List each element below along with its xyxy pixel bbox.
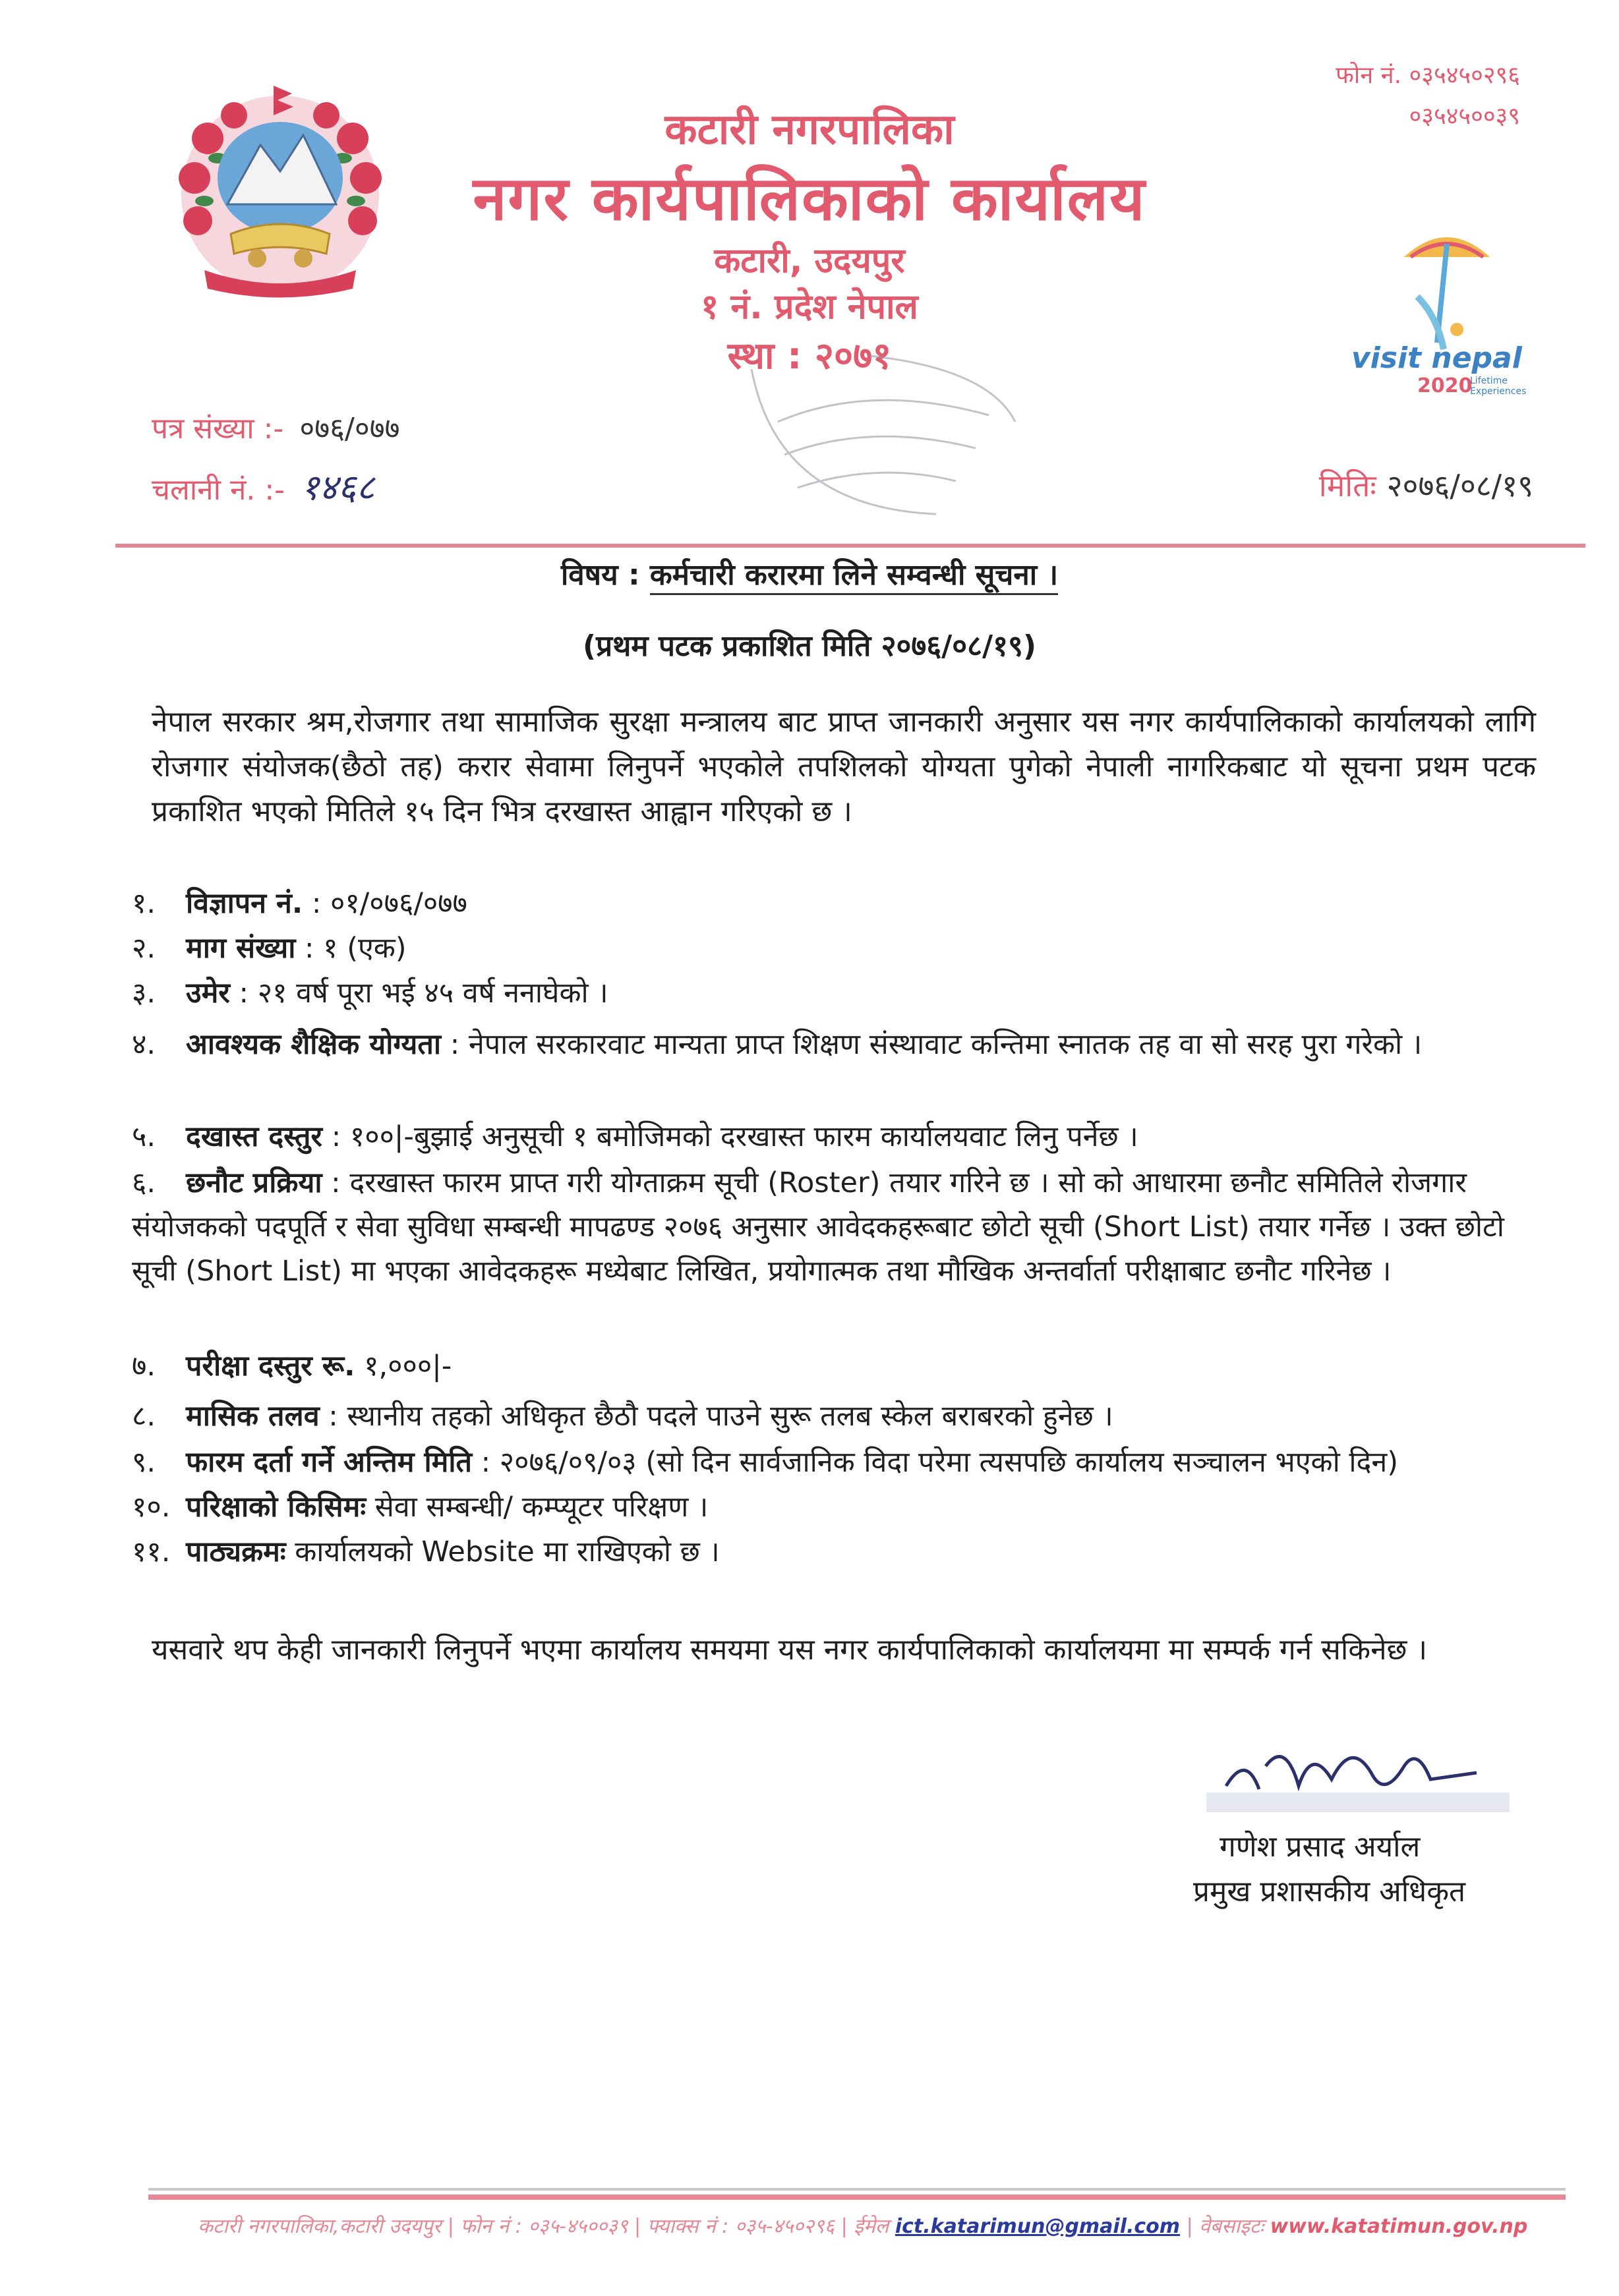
visit-nepal-year: 2020 <box>1417 374 1473 397</box>
office-address: कटारी, उदयपुर <box>714 241 905 281</box>
footer-phone: फोन नं : ०३५-४५००३९ <box>460 2215 628 2238</box>
item-text: : नेपाल सरकारवाट मान्यता प्राप्त शिक्षण संस्थावाट कन्तिमा स्नातक तह वा सो सरह पुरा गरेको । <box>450 1028 1423 1061</box>
item-number: ५. <box>132 1120 156 1153</box>
item-text: : स्थानीय तहको अधिकृत छैठौ पदले पाउने सुरू तलब स्केल बराबरको हुनेछ । <box>328 1400 1113 1433</box>
visit-nepal-tagline: Lifetime Experiences <box>1470 376 1527 397</box>
subject-text: कर्मचारी करारमा लिने सम्वन्धी सूचना । <box>650 558 1058 595</box>
list-item <box>132 1115 1536 1159</box>
intro-paragraph: नेपाल सरकार श्रम,रोजगार तथा सामाजिक सुरक्षा मन्त्रालय बाट प्राप्त जानकारी अनुसार यस नगर कार्यपालिकाको कार्यालयको लागि रोजगार संयोजक(छैठो तह) करार सेवामा लिनुपर्ने भएकोले तपशिलको योग्यता पुगेको नेपाली नागरिकबाट यो सूचना प्रथम पटक प्रकाशित भएको मितिले १५ दिन भित्र दरखास्त आह्वान गरिएको छ । <box>152 705 1536 828</box>
item-number: ७. <box>132 1350 156 1383</box>
item-label: माग संख्या <box>186 932 296 965</box>
item-number: ९. <box>132 1446 156 1479</box>
footer-web-label: वेबसाइटः <box>1199 2215 1264 2238</box>
subject-label: विषय : <box>560 558 640 592</box>
item-label: फारम दर्ता गर्ने अन्तिम मिति <box>186 1446 472 1479</box>
letter-number-value: ०७६/०७७ <box>299 412 400 445</box>
footer-fax: फ्याक्स नं : ०३५-४५०२९६ <box>647 2215 835 2238</box>
footer-email-label: ईमेल <box>854 2215 889 2238</box>
letter-date <box>1319 465 1533 505</box>
item-text: : २०७६/०९/०३ (सो दिन सार्वजानिक विदा परेमा त्यसपछि कार्यालय सञ्चालन भएको दिन) <box>481 1446 1398 1479</box>
letter-number-label: पत्र संख्या :- <box>152 412 284 445</box>
list-item <box>132 882 1536 926</box>
item-label: उमेर <box>186 977 230 1010</box>
phone-number: फोन नं. ०३५४५०२९६ <box>1336 62 1520 89</box>
item-number: ४. <box>132 1028 156 1061</box>
item-text: : दरखास्त फारम प्राप्त गरी योग्ताक्रम सूची (Roster) तयार गरिने छ । सो को आधारमा छनौट समितिले रोजगार संयोजकको पदपूर्ति र सेवा सुविधा सम्बन्धी मापढण्ड २०७६ अनुसार आवेदकहरूबाट छोटो सूची (Short List) तयार गर्नेछ । उक्त छोटो सूची (Short List) मा भएका आवेदकहरू मध्येबाट लिखित, प्रयोगात्मक तथा मौखिक अन्तर्वार्ता परीक्षाबाट छनौट गरिनेछ । <box>132 1166 1504 1288</box>
phone-number-2: ०३५४५००३९ <box>1409 103 1520 130</box>
item-text: : ०१/०७६/०७७ <box>311 887 467 920</box>
footer-divider-top <box>148 2188 1566 2191</box>
closing-paragraph: यसवारे थप केही जानकारी लिनुपर्ने भएमा कार्यालय समयमा यस नगर कार्यपालिकाको कार्यालयमा मा सम्पर्क गर्न सकिनेछ । <box>152 1633 1428 1667</box>
header-divider <box>115 544 1585 548</box>
item-text: : २१ वर्ष पूरा भई ४५ वर्ष ननाघेको । <box>239 977 608 1010</box>
item-number: १. <box>132 887 156 920</box>
item-label: आवश्यक शैक्षिक योग्यता <box>186 1028 442 1061</box>
letter-number <box>152 407 399 447</box>
signatory-name: गणेश प्रसाद अर्याल <box>1220 1830 1421 1864</box>
signatory-title: प्रमुख प्रशासकीय अधिकृत <box>1193 1875 1466 1909</box>
published-date: (प्रथम पटक प्रकाशित मिति २०७६/०८/१९) <box>583 629 1036 663</box>
item-label: विज्ञापन नं. <box>186 887 303 920</box>
item-number: ११. <box>132 1535 171 1568</box>
list-item <box>132 1441 1536 1485</box>
date-label: मितिः <box>1318 468 1376 503</box>
item-label: पाठ्यक्रमः <box>186 1535 286 1568</box>
footer: कटारी नगरपालिका,कटारी उदयपुर | फोन नं : ०३५-४५००३९ | फ्याक्स नं : ०३५-४५०२९६ | ईमेल ict.katarimun@gmail.com | वेबसाइटः www.katatimun.gov.np <box>198 2215 1528 2238</box>
item-number: ८. <box>132 1400 156 1433</box>
item-text: : १ (एक) <box>305 932 407 965</box>
list-item <box>132 927 1536 971</box>
item-text: कार्यालयको Website मा राखिएको छ । <box>295 1535 720 1568</box>
list-item <box>132 1485 1536 1530</box>
visit-nepal-logo <box>1338 217 1556 409</box>
footer-email-link[interactable]: ict.katarimun@gmail.com <box>895 2215 1181 2238</box>
footer-address: कटारी नगरपालिका,कटारी उदयपुर <box>198 2215 442 2238</box>
established-year: स्था : २०७१ <box>727 335 892 378</box>
item-number: ६. <box>132 1166 156 1199</box>
visit-nepal-text: visit nepal <box>1351 341 1522 375</box>
item-label: मासिक तलव <box>186 1400 320 1433</box>
dispatch-number-value: १४६८ <box>301 467 375 508</box>
list-item <box>132 1161 1536 1294</box>
list-item <box>132 971 1536 1016</box>
item-label: परिक्षाको किसिमः <box>186 1491 367 1524</box>
item-label: दखास्त दस्तुर <box>186 1120 323 1153</box>
item-text: १,०००|- <box>364 1350 452 1383</box>
subject-line <box>0 554 1619 593</box>
list-item <box>132 1344 1536 1389</box>
office-stamp <box>738 343 1035 540</box>
office-province: १ नं. प्रदेश नेपाल <box>701 287 918 327</box>
item-number: ३. <box>132 977 156 1010</box>
item-number: १०. <box>132 1491 171 1524</box>
item-text: : १००|-बुझाई अनुसूची १ बमोजिमको दरखास्त फारम कार्यालयवाट लिनु पर्नेछ । <box>331 1120 1138 1153</box>
list-item <box>132 1394 1536 1439</box>
list-item <box>132 1023 1536 1067</box>
item-label: छनौट प्रक्रिया <box>186 1166 322 1199</box>
handwritten-signature <box>1200 1727 1529 1825</box>
date-value: २०७६/०८/१९ <box>1386 468 1533 503</box>
item-text: सेवा सम्बन्धी/ कम्प्यूटर परिक्षण । <box>374 1491 709 1524</box>
list-item <box>132 1530 1536 1574</box>
footer-divider <box>148 2195 1566 2200</box>
dispatch-number <box>152 461 374 510</box>
item-number: २. <box>132 932 156 965</box>
office-name: नगर कार्यपालिकाको कार्यालय <box>473 163 1146 234</box>
item-label: परीक्षा दस्तुर रू. <box>186 1350 355 1383</box>
footer-website-link[interactable]: www.katatimun.gov.np <box>1270 2215 1528 2238</box>
municipality-name: कटारी नगरपालिका <box>664 105 955 154</box>
dispatch-number-label: चलानी नं. :- <box>152 473 285 507</box>
